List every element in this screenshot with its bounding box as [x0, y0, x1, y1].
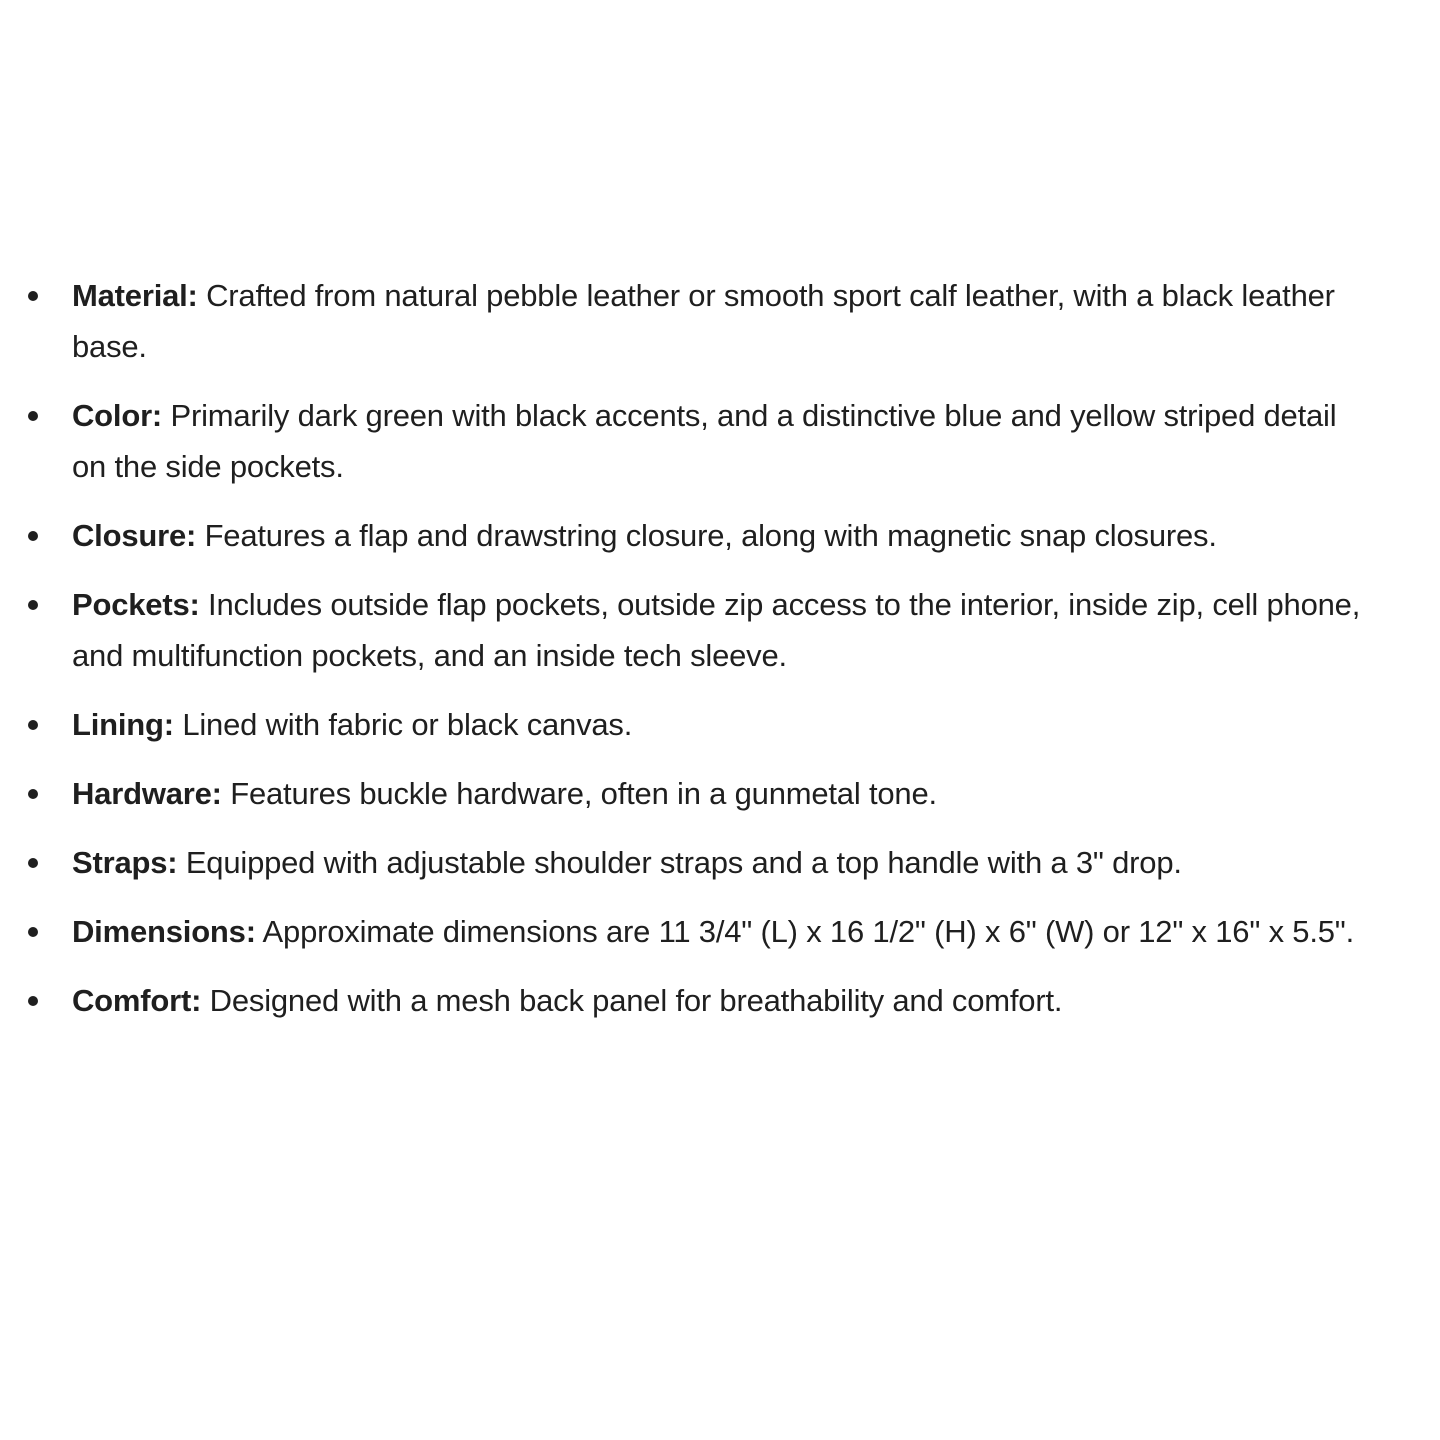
spec-text: Crafted from natural pebble leather or smooth sport calf leather, with a black leather base. [72, 278, 1335, 364]
bullet-icon [28, 720, 38, 730]
bullet-icon [28, 996, 38, 1006]
spec-item-closure [0, 510, 1440, 561]
spec-item-color [0, 390, 1440, 492]
spec-text: Equipped with adjustable shoulder straps and a top handle with a 3" drop. [177, 845, 1182, 880]
spec-label: Dimensions: [72, 914, 256, 949]
spec-list [0, 270, 1440, 1044]
spec-label: Lining: [72, 707, 174, 742]
spec-text: Approximate dimensions are 11 3/4" (L) x 16 1/2" (H) x 6" (W) or 12" x 16" x 5.5". [255, 914, 1354, 949]
spec-text: Features a flap and drawstring closure, along with magnetic snap closures. [196, 518, 1217, 553]
bullet-icon [28, 858, 38, 868]
bullet-icon [28, 291, 38, 301]
spec-item-pockets [0, 579, 1440, 681]
spec-item-hardware [0, 768, 1440, 819]
spec-item-straps [0, 837, 1440, 888]
bullet-icon [28, 411, 38, 421]
spec-item-lining [0, 699, 1440, 750]
spec-text: Includes outside flap pockets, outside zip access to the interior, inside zip, cell phone, and multifunction pockets, and an inside tech sleeve. [72, 587, 1361, 673]
spec-label: Straps: [72, 845, 178, 880]
bullet-icon [28, 789, 38, 799]
spec-label: Hardware: [72, 776, 222, 811]
spec-text: Designed with a mesh back panel for breathability and comfort. [201, 983, 1063, 1018]
spec-label: Color: [72, 398, 163, 433]
bullet-icon [28, 600, 38, 610]
spec-label: Comfort: [72, 983, 202, 1018]
spec-text: Primarily dark green with black accents, and a distinctive blue and yellow striped detail on the side pockets. [72, 398, 1337, 484]
spec-label: Closure: [72, 518, 197, 553]
spec-item-comfort [0, 975, 1440, 1026]
spec-label: Material: [72, 278, 198, 313]
bullet-icon [28, 927, 38, 937]
spec-text: Lined with fabric or black canvas. [173, 707, 633, 742]
spec-text: Features buckle hardware, often in a gunmetal tone. [221, 776, 937, 811]
spec-item-material [0, 270, 1440, 372]
spec-item-dimensions [0, 906, 1440, 957]
bullet-icon [28, 531, 38, 541]
spec-label: Pockets: [72, 587, 200, 622]
